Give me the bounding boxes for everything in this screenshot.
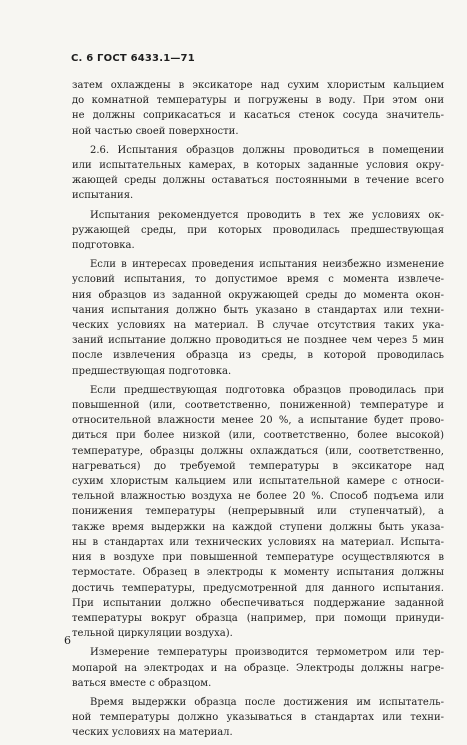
text-line: условий испытания, то допустимое время с момента извлече- [72, 274, 444, 286]
text-line: Измерение температуры производится термометром или тер- [90, 647, 444, 659]
text-line: ческих условиях на материал. В случае отсутствия таких ука- [72, 320, 444, 332]
text-line: чания испытания должно быть указано в стандартах или техни- [72, 304, 444, 316]
text-line: или испытательных камерах, в которых заданные условия окру- [72, 160, 444, 172]
text-line: сухим хлористым кальцием или испытательной камере с относи- [72, 476, 444, 488]
text-line: также время выдержки на каждой ступени должны быть указа- [72, 521, 444, 533]
document-body [72, 78, 444, 745]
text-line: испытания. [72, 190, 134, 202]
text-line: не должны соприкасаться и касаться стенок сосуда значитель- [72, 110, 444, 122]
text-line: мопарой на электродах и на образце. Электроды должны нагре- [72, 662, 444, 674]
text-line: Если предшествующая подготовка образцов проводилась при [90, 384, 444, 396]
text-line: после извлечения образца из среды, в которой проводилась [72, 350, 444, 362]
paragraph [72, 695, 444, 741]
text-line: до комнатной температуры и погружены в воду. При этом они [72, 95, 444, 107]
text-line: Время выдержки образца после достижения им испытатель- [90, 696, 444, 708]
text-line: ной температуры должно указываться в стандартах или техни- [72, 712, 444, 724]
paragraph [72, 143, 444, 204]
text-line: температуры вокруг образца (например, при помощи принуди- [72, 612, 444, 624]
text-line: ружающей среды, при которых проводилась предшествующая [72, 224, 444, 236]
text-line: ния в воздухе при повышенной температуре осуществляются в [72, 552, 444, 564]
paragraph [72, 383, 444, 641]
paragraph [72, 208, 444, 254]
page-number: 6 [64, 634, 71, 647]
text-line: При испытании должно обеспечиваться поддержание заданной [72, 597, 444, 609]
page-header: С. 6 ГОСТ 6433.1—71 [71, 53, 195, 64]
text-line: Если в интересах проведения испытания неизбежно изменение [90, 259, 444, 271]
text-line: достичь температуры, предусмотренной для данного испытания. [72, 582, 444, 594]
paragraph [72, 645, 444, 691]
paragraph [72, 257, 444, 379]
text-line: диться при более низкой (или, соответственно, более высокой) [72, 430, 444, 442]
text-line: ны в стандартах или технических условиях на материал. Испыта- [72, 536, 444, 548]
text-line: ния образцов из заданной окружающей среды до момента окон- [72, 289, 444, 301]
text-line: тельной циркуляции воздуха). [72, 628, 233, 640]
text-line: относительной влажности менее 20 %, а испытание будет прово- [72, 415, 444, 427]
paragraph [72, 78, 444, 139]
text-line: затем охлаждены в эксикаторе над сухим хлористым кальцием [72, 80, 444, 91]
text-line: ной частью своей поверхности. [72, 125, 239, 137]
text-line: температуре, образцы должны охлаждаться (или, соответственно, [72, 445, 444, 457]
text-line: подготовка. [72, 240, 135, 252]
text-line: понижения температуры (непрерывный или ступенчатый), а [72, 506, 444, 518]
text-line: тельной влажностью воздуха не более 20 %. Способ подъема или [72, 491, 444, 503]
text-line: ваться вместе с образцом. [72, 677, 212, 689]
text-line: предшествующая подготовка. [72, 365, 232, 377]
text-line: Испытания рекомендуется проводить в тех же условиях ок- [90, 209, 444, 221]
text-line: заний испытание должно проводиться не позднее чем через 5 мин [72, 335, 444, 347]
text-line: нагреваться) до требуемой температуры в эксикаторе над [72, 460, 444, 472]
text-line: жающей среды должны оставаться постоянными в течение всего [72, 175, 444, 187]
text-line: 2.6. Испытания образцов должны проводиться в помещении [90, 144, 444, 156]
text-line: термостате. Образец в электроды к моменту испытания должны [72, 567, 444, 579]
text-line: ческих условиях на материал. [72, 727, 233, 739]
text-line: повышенной (или, соответственно, пониженной) температуре и [72, 400, 444, 412]
